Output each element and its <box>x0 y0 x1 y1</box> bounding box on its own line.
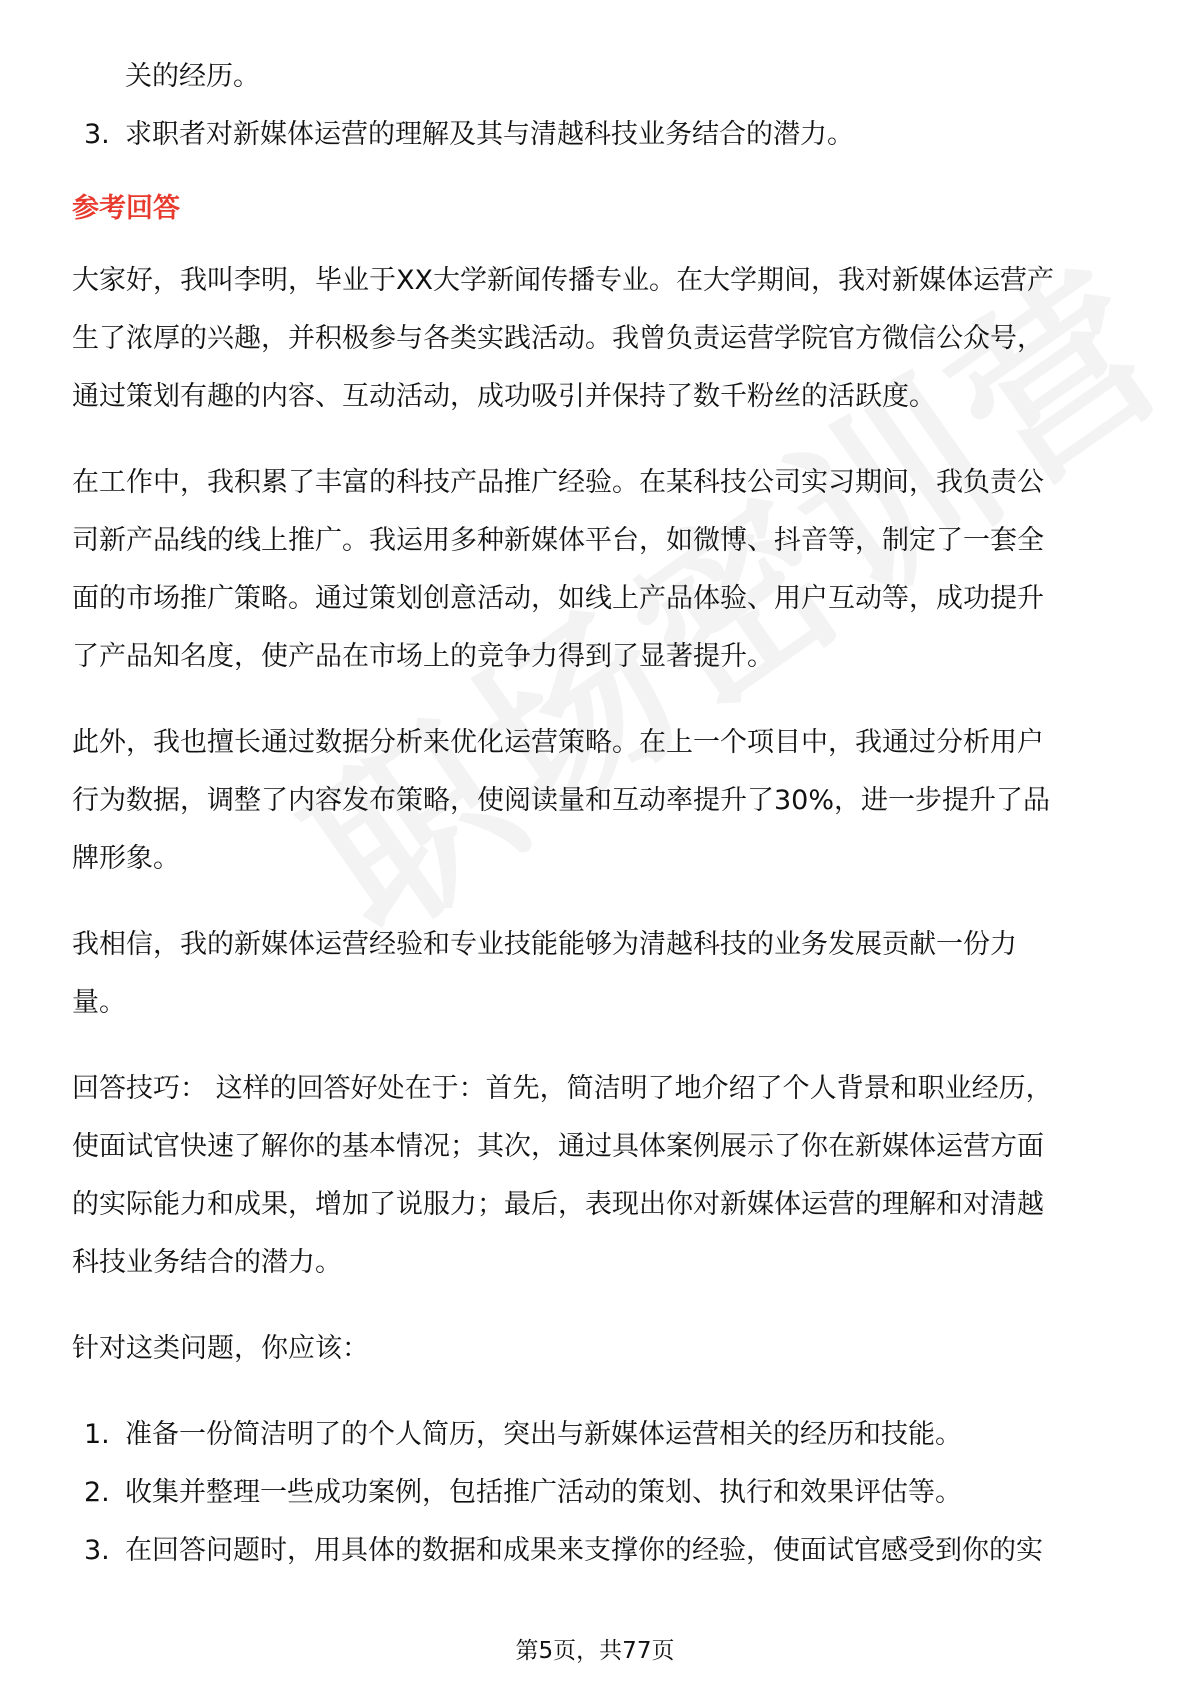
answer-heading: 参考回答 <box>72 193 180 224</box>
paragraph-answer-tips <box>72 1060 1127 1292</box>
page-content <box>72 48 1127 1580</box>
paragraph-line: 在工作中，我积累了丰富的科技产品推广经验。在某科技公司实习期间，我负责公 <box>72 467 1044 498</box>
list-number: 3. <box>84 119 110 150</box>
paragraph-line: 的实际能力和成果，增加了说服力；最后，表现出你对新媒体运营的理解和对清越 <box>72 1189 1044 1220</box>
paragraph-line: 使面试官快速了解你的基本情况；其次，通过具体案例展示了你在新媒体运营方面 <box>72 1131 1044 1162</box>
paragraph-line: 回答技巧： 这样的回答好处在于：首先，简洁明了地介绍了个人背景和职业经历， <box>72 1073 1053 1104</box>
paragraph-line: 针对这类问题，你应该： <box>72 1333 369 1364</box>
paragraph-intro <box>72 252 1127 426</box>
paragraph-line: 此外，我也擅长通过数据分析来优化运营策略。在上一个项目中，我通过分析用户 <box>72 727 1044 758</box>
advice-list <box>72 1406 1127 1580</box>
page-number-footer: 第5页，共77页 <box>515 1638 675 1664</box>
paragraph-line: 量。 <box>72 987 126 1018</box>
paragraph-line: 科技业务结合的潜力。 <box>72 1247 342 1278</box>
paragraph-work-experience <box>72 454 1127 686</box>
top-list <box>72 106 1127 164</box>
paragraph-line: 面的市场推广策略。通过策划创意活动，如线上产品体验、用户互动等，成功提升 <box>72 583 1044 614</box>
paragraph-data-analysis <box>72 714 1127 888</box>
list-item <box>72 1522 1127 1580</box>
paragraph-line: 大家好，我叫李明，毕业于XX大学新闻传播专业。在大学期间，我对新媒体运营产 <box>72 265 1054 296</box>
list-item <box>72 1464 1127 1522</box>
paragraph-line: 行为数据，调整了内容发布策略，使阅读量和互动率提升了30%，进一步提升了品 <box>72 785 1051 816</box>
list-item-text: 准备一份简洁明了的个人简历，突出与新媒体运营相关的经历和技能。 <box>125 1419 962 1450</box>
list-item-text: 收集并整理一些成功案例，包括推广活动的策划、执行和效果评估等。 <box>125 1477 962 1508</box>
paragraph-advice-intro <box>72 1320 1127 1378</box>
paragraph-line: 我相信，我的新媒体运营经验和专业技能能够为清越科技的业务发展贡献一份力 <box>72 929 1017 960</box>
list-number: 3. <box>84 1535 110 1566</box>
list-number: 2. <box>84 1477 110 1508</box>
paragraph-line: 通过策划有趣的内容、互动活动，成功吸引并保持了数千粉丝的活跃度。 <box>72 381 936 412</box>
paragraph-line: 生了浓厚的兴趣，并积极参与各类实践活动。我曾负责运营学院官方微信公众号， <box>72 323 1044 354</box>
list-item-text: 求职者对新媒体运营的理解及其与清越科技业务结合的潜力。 <box>125 119 854 150</box>
list-number: 1. <box>84 1419 110 1450</box>
list-item-text: 在回答问题时，用具体的数据和成果来支撑你的经验，使面试官感受到你的实 <box>125 1535 1043 1566</box>
paragraph-line: 了产品知名度，使产品在市场上的竞争力得到了显著提升。 <box>72 641 774 672</box>
list-item <box>72 106 1127 164</box>
list-item-continuation: 关的经历。 <box>125 61 260 92</box>
paragraph-line: 牌形象。 <box>72 843 180 874</box>
list-item <box>72 1406 1127 1464</box>
paragraph-line: 司新产品线的线上推广。我运用多种新媒体平台，如微博、抖音等，制定了一套全 <box>72 525 1044 556</box>
paragraph-conclusion <box>72 916 1127 1032</box>
